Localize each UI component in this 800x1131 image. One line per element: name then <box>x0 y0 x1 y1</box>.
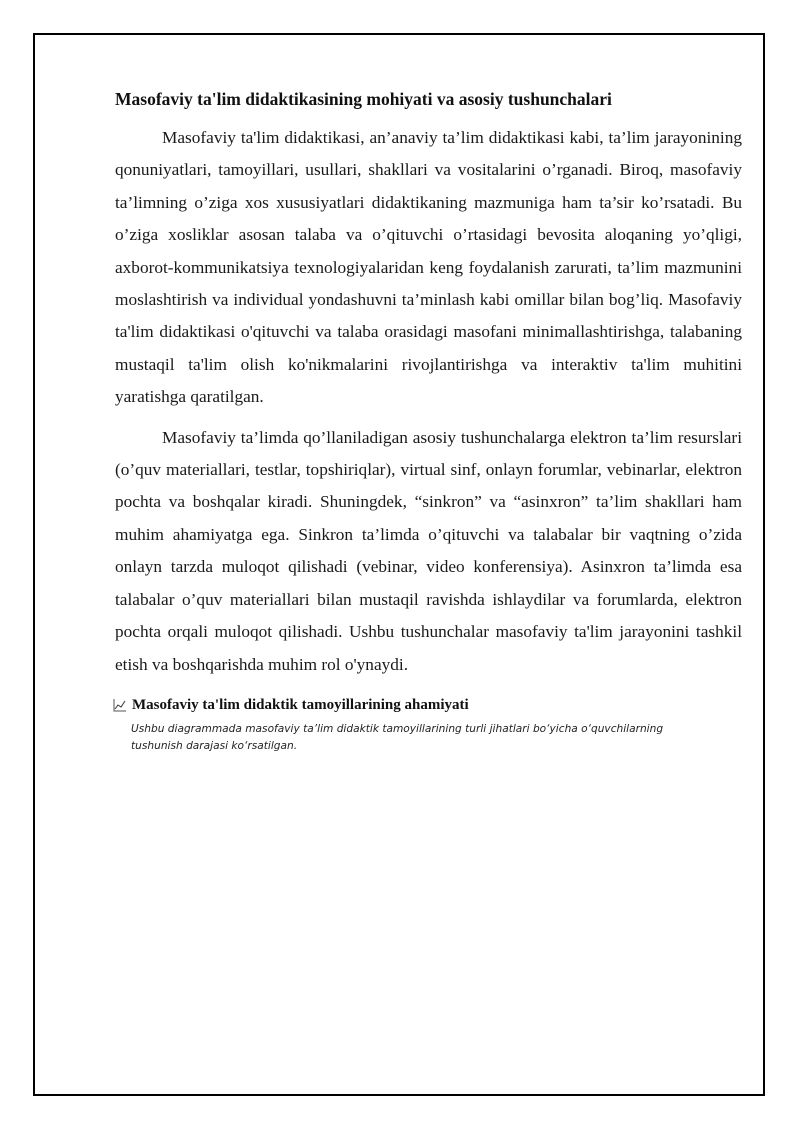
chart-line-icon <box>113 698 127 712</box>
chart-title-row <box>113 695 742 715</box>
paragraph-2: Masofaviy ta’limda qo’llaniladigan asosiy tushunchalarga elektron ta’lim resurslari (o’quv materiallari, testlar, topshiriqlar), virtual sinf, onlayn forumlar, vebinarlar, elektron pochta va boshqalar kiradi. Shuningdek, “sinkron” va “asinxron” ta’lim shakllari ham muhim ahamiyatga ega. Sinkron ta’limda o’qituvchi va talabalar bir vaqtning o’zida onlayn tarzda muloqot qilishadi (vebinar, video konferensiya). Asinxron ta’limda esa talabalar o’quv materiallari bilan mustaqil ravishda ishlaydilar va forumlarda, elektron pochta orqali muloqot qilishadi. Ushbu tushunchalar masofaviy ta'lim jarayonini tashkil etish va boshqarishda muhim rol o'ynaydi. <box>115 427 742 674</box>
chart-title: Masofaviy ta'lim didaktik tamoyillarining ahamiyati <box>132 696 469 713</box>
section-heading: Masofaviy ta'lim didaktikasining mohiyati va asosiy tushunchalari <box>115 89 612 109</box>
chart-section <box>113 695 742 755</box>
document-content <box>115 86 742 755</box>
chart-caption: Ushbu diagrammada masofaviy ta’lim didaktik tamoyillarining turli jihatlari bo‘yicha o‘quvchilarning tushunish darajasi ko‘rsatilgan. <box>131 722 664 752</box>
paragraph-1: Masofaviy ta'lim didaktikasi, an’anaviy ta’lim didaktikasi kabi, ta’lim jarayonining qonuniyatlari, tamoyillari, usullari, shakllari va vositalarini o’rganadi. Biroq, masofaviy ta’limning o’ziga xos xususiyatlari didaktikaning mazmuniga ham ta’sir ko’rsatadi. Bu o’ziga xosliklar asosan talaba va o’qituvchi o’rtasidagi bevosita aloqaning yo’qligi, axborot-kommunikatsiya texnologiyalaridan keng foydalanish zarurati, ta’lim mazmunini moslashtirish va individual yondashuvni ta’minlash kabi omillar bilan bog’liq. Masofaviy ta'lim didaktikasi o'qituvchi va talaba orasidagi masofani minimallashtirishga, talabaning mustaqil ta'lim olish ko'nikmalarini rivojlantirishga va interaktiv ta'lim muhitini yaratishga qaratilgan. <box>115 128 742 407</box>
